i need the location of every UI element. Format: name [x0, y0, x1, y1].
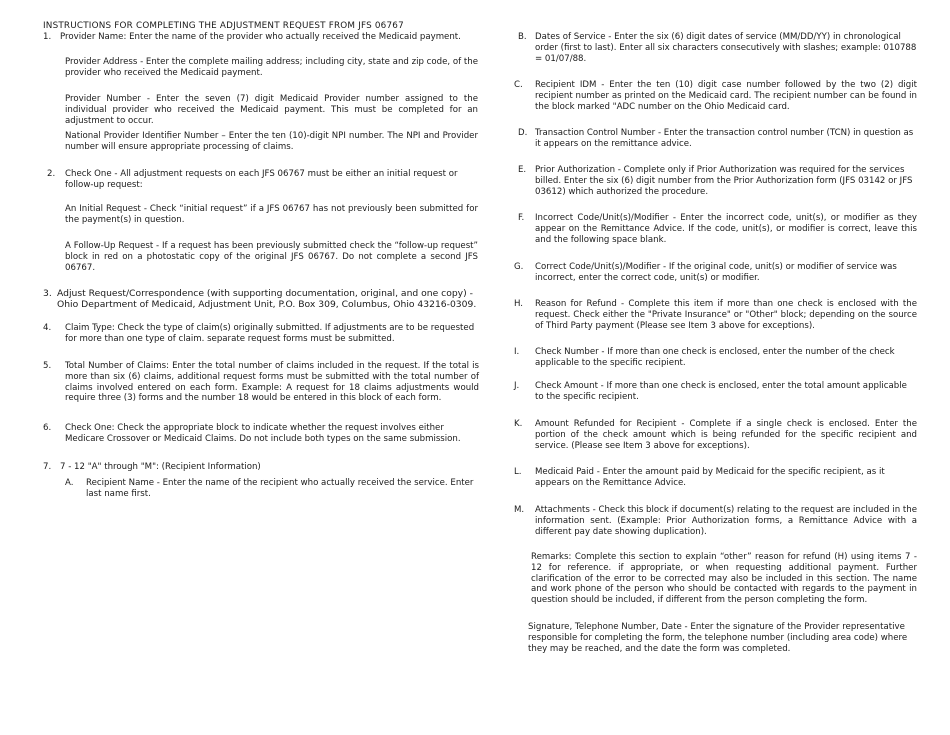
- item-text: Recipient IDM - Enter the ten (10) digit case number followed by the two (2) digit recipient number as printed on the Medicaid card. The recipient number can be found in the block marked "ADC number on the Ohio Medicaid card.: [535, 80, 917, 112]
- item-text: Check One: Check the appropriate block to indicate whether the request involves either Medicare Crossover or Medicaid Claims. Do not include both types on the same submission.: [65, 423, 461, 444]
- instruction-text: Signature, Telephone Number, Date - Enter the signature of the Provider representative responsible for completing the form, the telephone number (including area code) where they may be reached, and the date the form was completed.: [528, 622, 908, 654]
- item-number: 5.: [43, 361, 52, 371]
- item-number: 4.: [43, 323, 52, 333]
- item-6-check-one: [43, 423, 483, 445]
- item-letter: G.: [514, 262, 524, 272]
- item-letter: C.: [514, 80, 523, 90]
- signature-instruction: [528, 622, 914, 654]
- item-3-adjust-request: [43, 289, 483, 311]
- item-g-correct-code: [514, 262, 917, 284]
- instruction-text: A Follow-Up Request - If a request has been previously submitted check the “follow-up request” block in red on a photostatic copy of the original JFS 06767. Do not complete a second JFS 06767.: [65, 241, 478, 273]
- initial-request-instruction: [65, 204, 478, 226]
- provider-address-instruction: [65, 57, 478, 79]
- instruction-text: Remarks: Complete this section to explain “other” reason for refund (H) using items 7 - 12 for reference. if appropriate, or when requesting additional payment. Further clarification of the error to be corrected may also be included in this section. The name and work phone of the person who should be contacted with regards to the payment in question should be included, if different from the person completing the form.: [531, 552, 917, 606]
- item-f-incorrect-code: [518, 213, 917, 245]
- item-text: Correct Code/Unit(s)/Modifier - If the original code, unit(s) or modifier of service was incorrect, enter the correct code, unit(s) or modifier.: [535, 262, 897, 283]
- item-number: 2.: [47, 169, 56, 179]
- instruction-text: Provider Address - Enter the complete mailing address; including city, state and zip code, of the provider who received the Medicaid payment.: [65, 57, 478, 78]
- item-number: 3.: [43, 288, 52, 299]
- item-letter: I.: [514, 347, 520, 357]
- item-c-recipient-idm: [514, 80, 917, 112]
- instruction-text: Provider Number - Enter the seven (7) digit Medicaid Provider number assigned to the individual provider who received the Medicaid payment. This must be completed for an adjustment to occur.: [65, 94, 478, 126]
- item-text: Dates of Service - Enter the six (6) digit dates of service (MM/DD/YY) in chronological order (first to last). Enter all six characters consecutively with slashes; example: 010788 = 01/07/88.: [535, 32, 917, 64]
- item-text: Amount Refunded for Recipient - Complete if a single check is enclosed. Enter the portion of the check amount which is being refunded for the specific recipient and service. (Please see Item 3 above for exceptions).: [535, 419, 917, 451]
- item-i-check-number: [514, 347, 917, 369]
- item-letter: M.: [514, 505, 525, 515]
- item-text: Check Amount - If more than one check is enclosed, enter the total amount applicable to the specific recipient.: [535, 381, 907, 402]
- item-e-prior-authorization: [518, 165, 918, 197]
- item-k-amount-refunded: [514, 419, 917, 451]
- item-text: Adjust Request/Correspondence (with supporting documentation, original, and one copy) - Ohio Department of Medicaid, Adjustment Unit, P.O. Box 309, Columbus, Ohio 43216-0309.: [57, 288, 477, 310]
- item-text: Incorrect Code/Unit(s)/Modifier - Enter the incorrect code, unit(s), or modifier as they appear on the Remittance Advice. If the code, unit(s), or modifier is correct, leave this and the following space blank.: [535, 213, 917, 245]
- item-number: 6.: [43, 423, 52, 433]
- item-letter: L.: [514, 467, 522, 477]
- item-b-dates-of-service: [518, 32, 918, 64]
- item-letter: E.: [518, 165, 527, 175]
- item-letter: H.: [514, 299, 524, 309]
- item-letter: K.: [514, 419, 523, 429]
- npi-instruction: [65, 131, 478, 153]
- item-text: Prior Authorization - Complete only if Prior Authorization was required for the services billed. Enter the six (6) digit number from the Prior Authorization form (JFS 03142 or JFS 03612) which authorized the procedure.: [535, 165, 913, 197]
- item-letter: F.: [518, 213, 525, 223]
- item-5-total-claims: [43, 361, 479, 404]
- item-text: Check Number - If more than one check is enclosed, enter the number of the check applicable to the specific recipient.: [535, 347, 895, 368]
- followup-request-instruction: [65, 241, 478, 273]
- item-l-medicaid-paid: [514, 467, 917, 489]
- item-h-reason-for-refund: [514, 299, 917, 331]
- item-letter: J.: [514, 381, 520, 391]
- page-title: [43, 21, 483, 32]
- instruction-text: National Provider Identifier Number – Enter the ten (10)-digit NPI number. The NPI and Provider number will ensure appropriate processing of claims.: [65, 131, 478, 152]
- page-title-text: INSTRUCTIONS FOR COMPLETING THE ADJUSTMENT REQUEST FROM JFS 06767: [43, 21, 404, 31]
- item-7-recipient-information: [43, 462, 483, 473]
- item-7a-recipient-name: [65, 478, 475, 500]
- item-text: Attachments - Check this block if document(s) relating to the request are included in the information sent. (Example: Prior Authorization forms, a Remittance Advice with a different pay date showing duplication).: [535, 505, 917, 537]
- provider-number-instruction: [65, 94, 478, 126]
- item-4-claim-type: [43, 323, 483, 345]
- item-letter: D.: [518, 128, 528, 138]
- item-text: Medicaid Paid - Enter the amount paid by Medicaid for the specific recipient, as it appears on the Remittance Advice.: [535, 467, 885, 488]
- item-letter: A.: [65, 478, 74, 488]
- item-letter: B.: [518, 32, 527, 42]
- item-text: Provider Name: Enter the name of the provider who actually received the Medicaid payment.: [60, 32, 461, 42]
- item-j-check-amount: [514, 381, 917, 403]
- item-1-provider-name: [43, 32, 483, 43]
- item-text: Transaction Control Number - Enter the transaction control number (TCN) in question as it appears on the remittance advice.: [535, 128, 914, 149]
- item-text: 7 - 12 "A" through "M": (Recipient Information): [60, 462, 261, 472]
- item-text: Claim Type: Check the type of claim(s) originally submitted. If adjustments are to be requested for more than one type of claim. separate request forms must be submitted.: [65, 323, 475, 344]
- instruction-text: An Initial Request - Check “initial request” if a JFS 06767 has not previously been submitted for the payment(s) in question.: [65, 204, 478, 225]
- remarks-instruction: [531, 552, 917, 606]
- item-2-check-one: [47, 169, 467, 191]
- item-number: 7.: [43, 462, 52, 472]
- item-text: Total Number of Claims: Enter the total number of claims included in the request. If the total is more than six (6) claims, additional request forms must be submitted with the total number of claims involved entered on each form. Example: A request for 18 claims adjustments would require three (3) forms and the number 18 would be entered in this block of each form.: [65, 361, 479, 404]
- item-m-attachments: [514, 505, 917, 537]
- item-text: Recipient Name - Enter the name of the recipient who actually received the service. Enter last name first.: [86, 478, 474, 499]
- item-number: 1.: [43, 32, 52, 42]
- item-text: Reason for Refund - Complete this item if more than one check is enclosed with the request. Check either the "Private Insurance" or "Other" block; depending on the source of Third Party payment (Please see Item 3 above for exceptions).: [535, 299, 917, 331]
- item-d-transaction-control-number: [518, 128, 918, 150]
- item-text: Check One - All adjustment requests on each JFS 06767 must be either an initial request or follow-up request:: [65, 169, 458, 190]
